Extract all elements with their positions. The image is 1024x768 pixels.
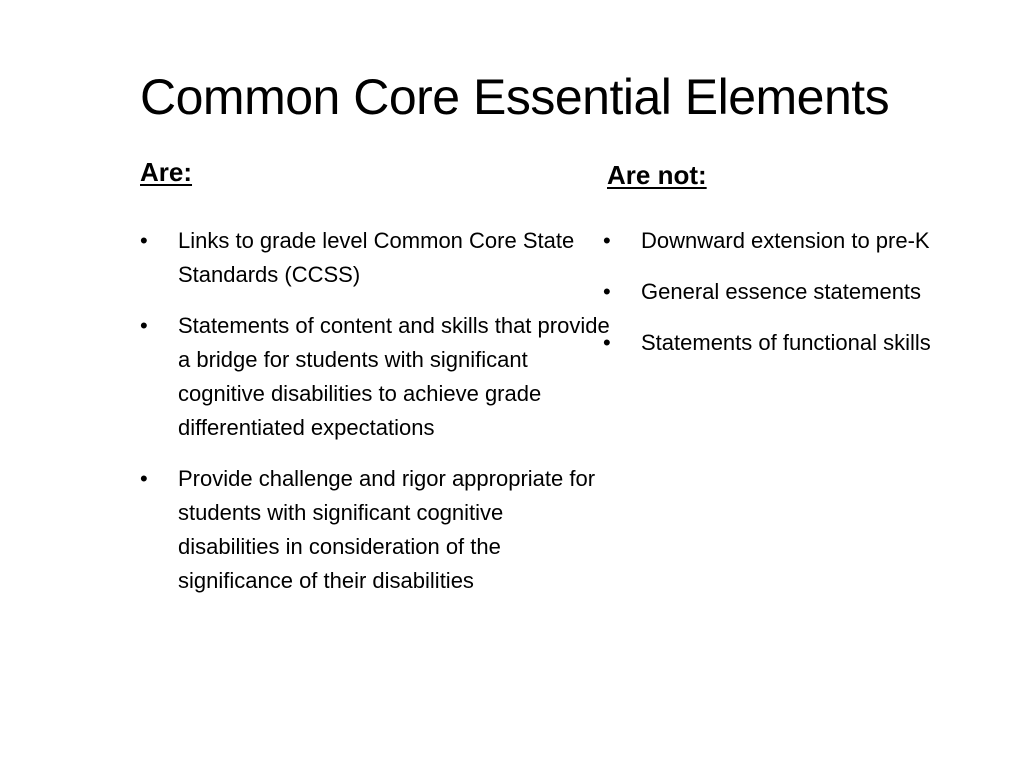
are-list-item	[140, 224, 610, 292]
are-list-item	[140, 309, 610, 445]
are-list-item	[140, 462, 610, 598]
slide-title: Common Core Essential Elements	[140, 69, 890, 125]
are-not-item-text: General essence statements	[641, 279, 922, 304]
are-item-text: Statements of content and skills that provide a bridge for students with significant cognitive disabilities to achieve grade differentiated expectations	[178, 313, 610, 440]
are-not-list-item	[603, 224, 1003, 258]
are-not-item-text: Statements of functional skills	[641, 330, 931, 355]
bullet-icon: •	[603, 228, 611, 253]
are-not-item-text: Downward extension to pre-K	[641, 228, 930, 253]
are-not-heading: Are not:	[607, 160, 707, 190]
bullet-icon: •	[140, 466, 148, 491]
are-not-list-item	[603, 275, 1003, 309]
are-item-text: Links to grade level Common Core State Standards (CCSS)	[178, 228, 575, 287]
are-list	[140, 224, 610, 615]
bullet-icon: •	[140, 313, 148, 338]
are-not-list-item	[603, 326, 1003, 360]
are-heading: Are:	[140, 157, 193, 187]
bullet-icon: •	[603, 279, 611, 304]
are-item-text: Provide challenge and rigor appropriate for students with significant cognitive disabilities in consideration of the significance of their disabilities	[178, 466, 596, 593]
bullet-icon: •	[603, 330, 611, 355]
bullet-icon: •	[140, 228, 148, 253]
are-not-list	[603, 224, 1003, 377]
